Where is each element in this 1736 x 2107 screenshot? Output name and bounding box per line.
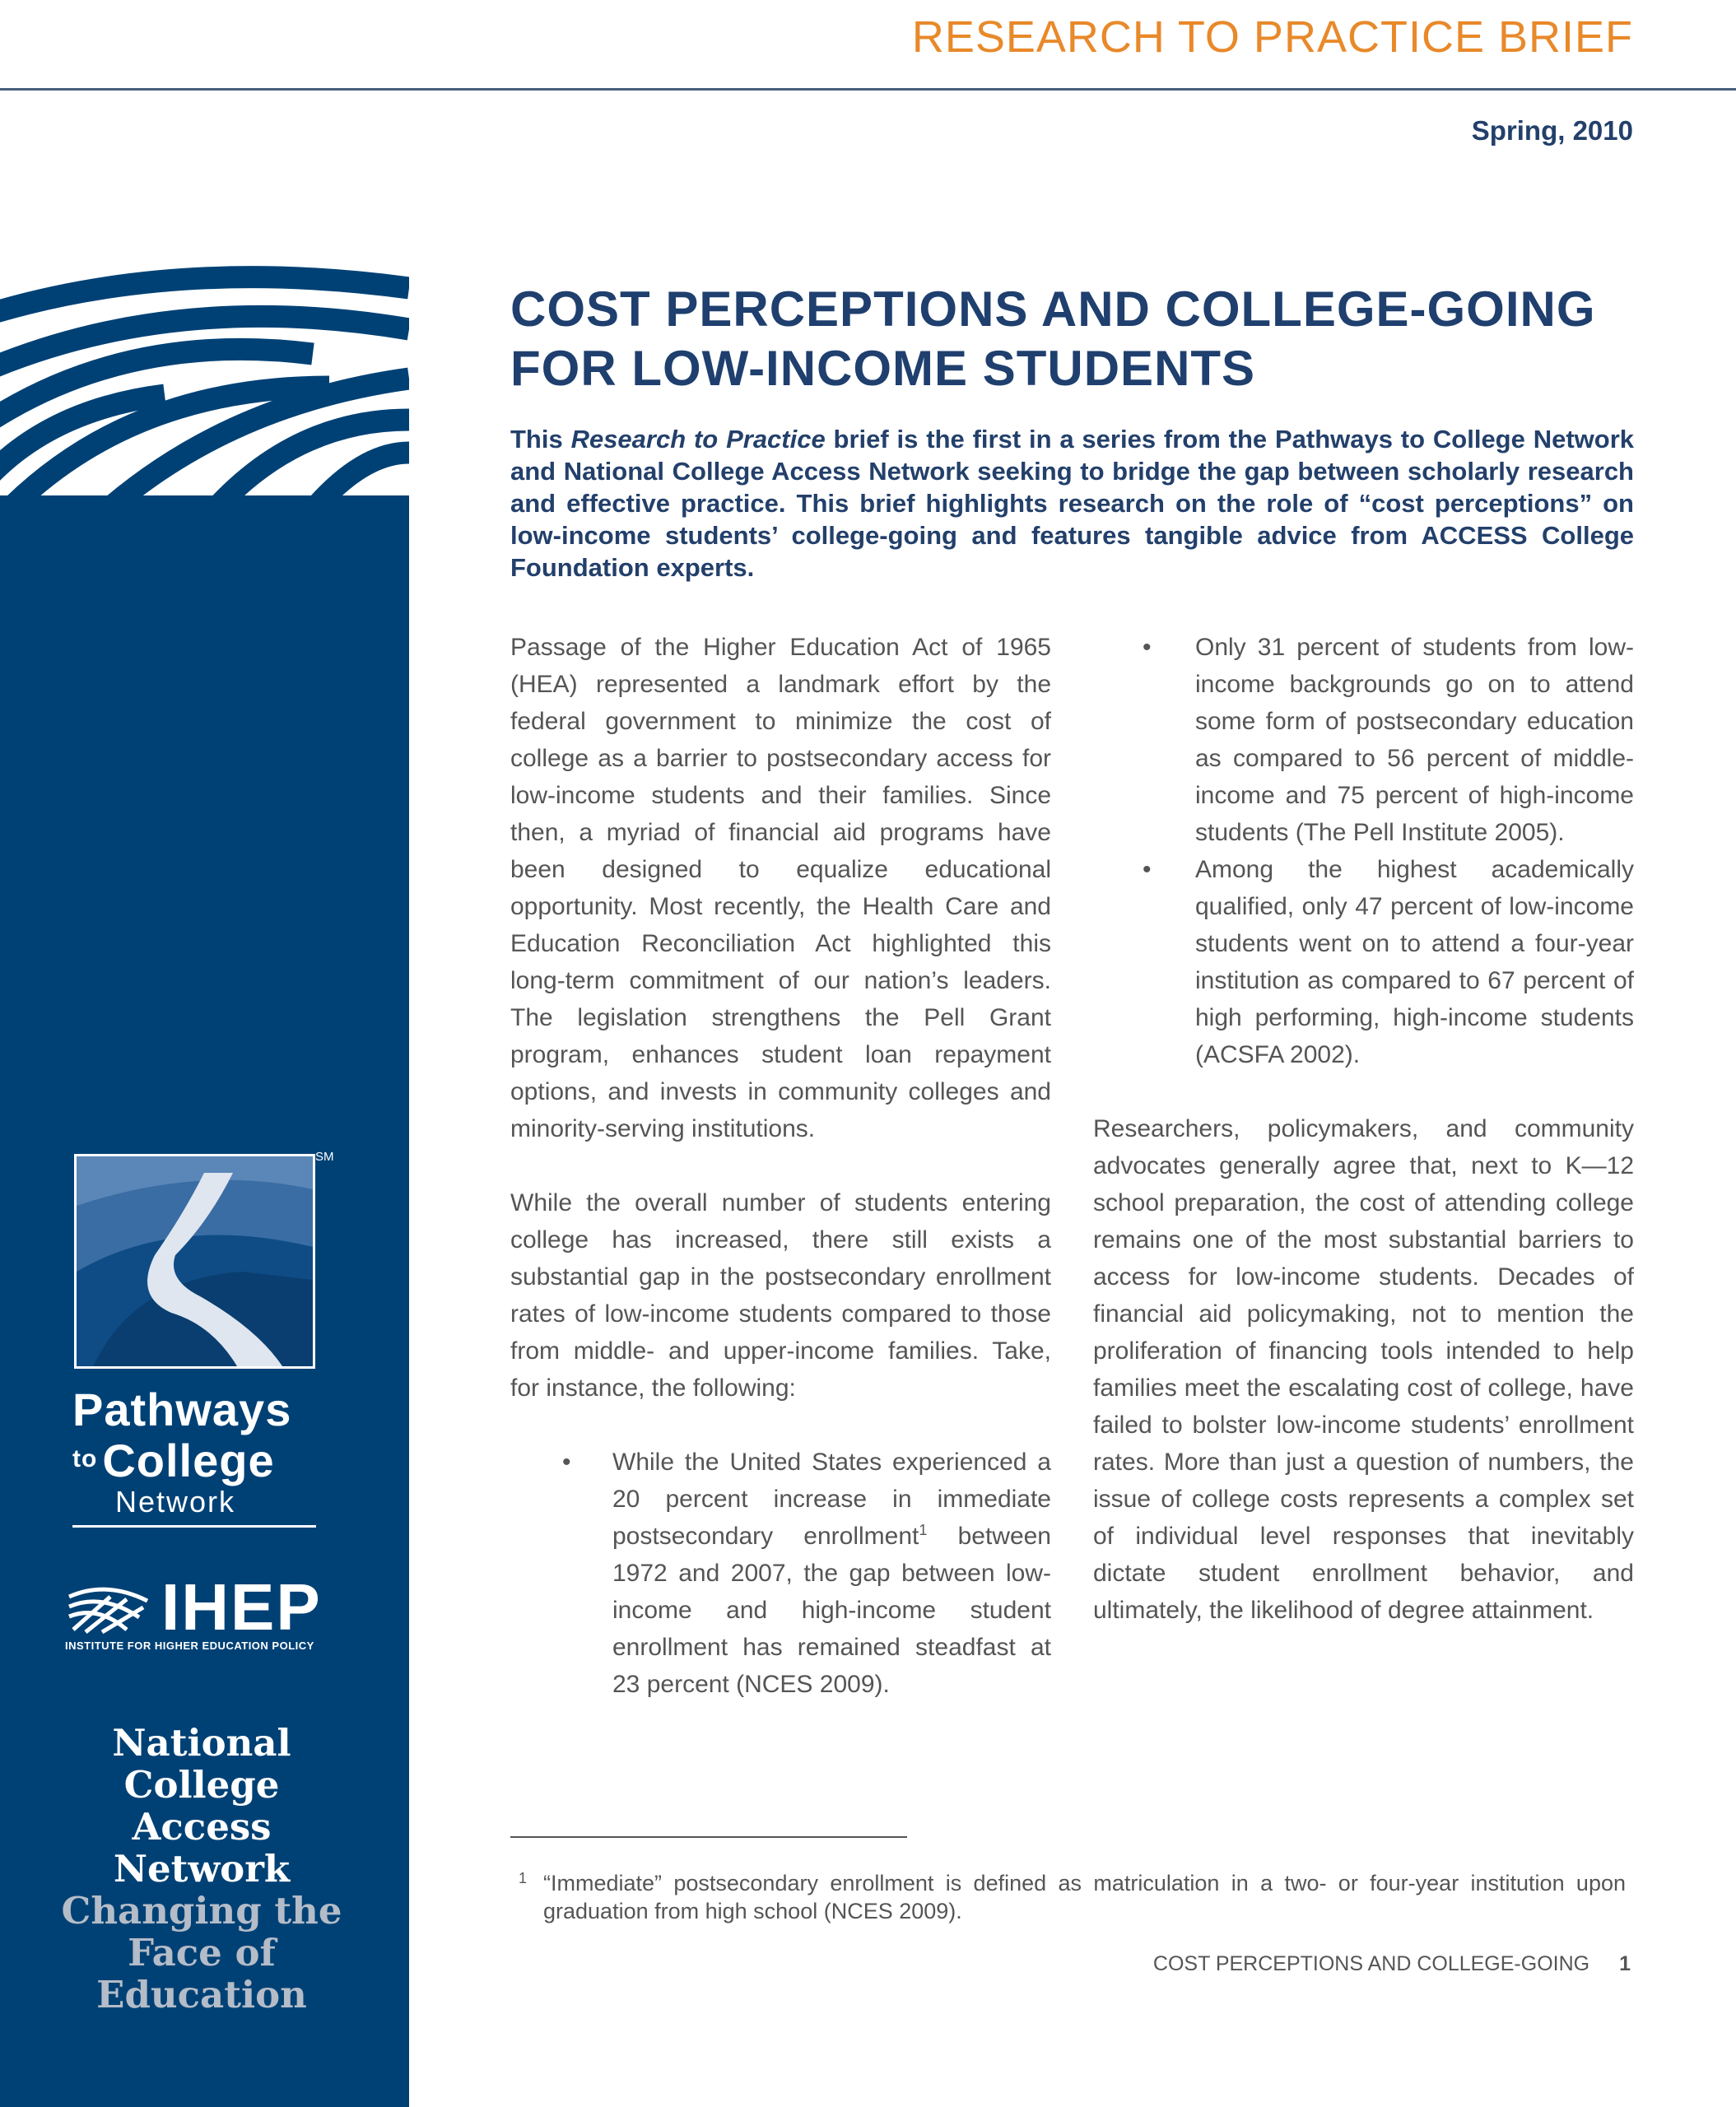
publication-date: Spring, 2010 bbox=[1471, 115, 1633, 146]
ihep-full-name: INSTITUTE FOR HIGHER EDUCATION POLICY bbox=[65, 1640, 314, 1652]
ncan-line: College Access bbox=[123, 1763, 280, 1849]
running-title: COST PERCEPTIONS AND COLLEGE-GOING bbox=[1152, 1952, 1590, 1975]
intro-rest: brief is the first in a series from the Pathways to College Network and National College Access Network seeking to bridge the gap between scholarly research and effective practice. This brief highlights research on the role of “cost perceptions” on low-income students’ college-going and features tangible advice from ACCESS College Foundation experts. bbox=[510, 425, 1634, 582]
list-item-text: While the United States experienced a 20 percent increase in immediate postsecondary enrollment bbox=[612, 1449, 1051, 1550]
list-item-text: Only 31 percent of students from low-income backgrounds go on to attend some form of postsecondary education as compared to 56 percent of middle-income and 75 percent of high-income students (The Pell Institute 2005). bbox=[1195, 634, 1634, 846]
ncan-tagline: Education bbox=[96, 1973, 307, 2016]
title-line-1: COST PERCEPTIONS AND COLLEGE-GOING bbox=[510, 281, 1596, 337]
ncan-line: Network bbox=[113, 1847, 291, 1891]
ncan-logo bbox=[49, 1722, 354, 2016]
ncan-line: National bbox=[112, 1721, 291, 1765]
pathways-rule bbox=[72, 1525, 316, 1528]
pathways-wordmark bbox=[72, 1385, 336, 1519]
to-word: to bbox=[72, 1445, 98, 1472]
list-item-text: between 1972 and 2007, the gap between low-income and high-income student enrollment has remained steadfast at 23 percent (NCES 2009). bbox=[612, 1523, 1051, 1698]
bullet-list bbox=[1093, 629, 1634, 1073]
page-footer bbox=[1153, 1952, 1631, 1976]
footnote bbox=[519, 1869, 1626, 1925]
intro-paragraph bbox=[510, 423, 1634, 584]
college-word-text: College bbox=[102, 1435, 275, 1486]
list-item bbox=[1093, 851, 1634, 1073]
right-column bbox=[1093, 629, 1634, 1666]
footnote-rule bbox=[510, 1836, 907, 1838]
footnote-text: “Immediate” postsecondary enrollment is defined as matriculation in a two- or four-year institution upon graduation from high school (NCES 2009). bbox=[543, 1871, 1626, 1923]
pathways-logo-icon bbox=[74, 1154, 315, 1369]
header-rule bbox=[0, 88, 1736, 91]
brief-label: RESEARCH TO PRACTICE BRIEF bbox=[911, 12, 1633, 62]
list-item bbox=[510, 1444, 1051, 1703]
college-word bbox=[72, 1435, 336, 1486]
footnote-ref: 1 bbox=[919, 1522, 928, 1538]
ncan-tagline: Changing the bbox=[61, 1889, 342, 1933]
ihep-swoosh-icon bbox=[65, 1584, 156, 1634]
body-paragraph: Researchers, policymakers, and community advocates generally agree that, next to K—12 school preparation, the cost of attending college remains one of the most substantial barriers to access for low-income students. Decades of financial aid policymaking, not to mention the proliferation of financing tools intended to help families meet the escalating cost of college, have failed to bolster low-income students’ enrollment rates. More than just a question of numbers, the issue of college costs represents a complex set of individual level responses that inevitably dictate student enrollment behavior, and ultimately, the likelihood of degree attainment. bbox=[1093, 1115, 1634, 1624]
bullet-list bbox=[510, 1444, 1051, 1703]
list-item-text: Among the highest academically qualified, only 47 percent of low-income students went on to attend a four-year institution as compared to 67 percent of high performing, high-income students (ACSFA 2002). bbox=[1195, 856, 1634, 1068]
title-line-2: FOR LOW-INCOME STUDENTS bbox=[510, 341, 1256, 396]
intro-italic: Research to Practice bbox=[570, 425, 826, 453]
arc-pattern-graphic bbox=[0, 263, 409, 497]
page-number: 1 bbox=[1619, 1952, 1631, 1975]
document-title bbox=[510, 280, 1634, 398]
bullet-icon: • bbox=[1143, 634, 1152, 661]
ihep-logo-text: IHEP bbox=[161, 1570, 322, 1644]
body-paragraph: While the overall number of students entering college has increased, there still exists a substantial gap in the postsecondary enrollment rates of low-income students compared to those from middle- and upper-income families. Take, for instance, the following: bbox=[510, 1189, 1051, 1402]
footnote-number: 1 bbox=[519, 1870, 528, 1886]
intro-prefix: This bbox=[510, 425, 571, 453]
ncan-tagline: Face of bbox=[128, 1931, 276, 1974]
bullet-icon: • bbox=[562, 1449, 571, 1476]
body-paragraph: Passage of the Higher Education Act of 1965 (HEA) represented a landmark effort by the federal government to minimize the cost of college as a barrier to postsecondary access for low-income students and their families. Since then, a myriad of financial aid programs have been designed to equalize educational opportunity. Most recently, the Health Care and Education Reconciliation Act highlighted this long-term commitment of our nation’s leaders. The legislation strengthens the Pell Grant program, enhances student loan repayment options, and invests in community colleges and minority-serving institutions. bbox=[510, 634, 1051, 1142]
bullet-icon: • bbox=[1143, 856, 1152, 883]
list-item bbox=[1093, 629, 1634, 851]
left-column bbox=[510, 629, 1051, 1740]
pathways-word: Pathways bbox=[72, 1384, 292, 1435]
service-mark: SM bbox=[315, 1150, 334, 1164]
network-word: Network bbox=[115, 1485, 236, 1519]
